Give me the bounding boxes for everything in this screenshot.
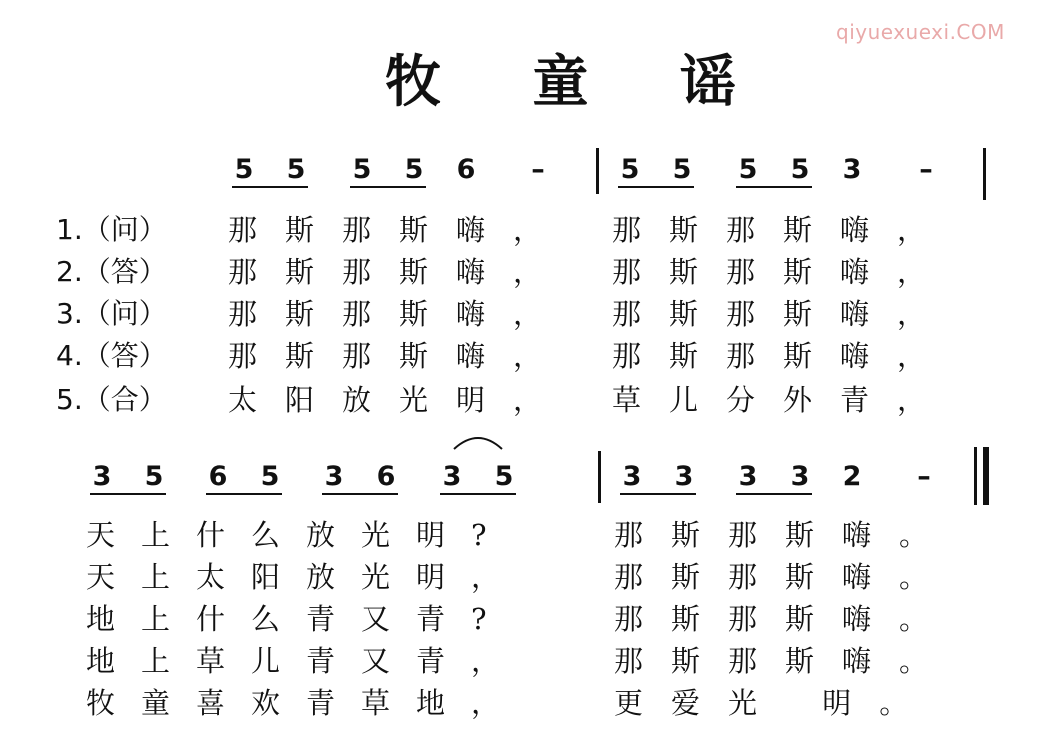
verse-line bbox=[0, 603, 1049, 635]
note: 5 bbox=[352, 154, 372, 185]
note: 6 bbox=[208, 461, 228, 492]
verse-label: 1.（问） bbox=[56, 213, 167, 246]
lyric-left: 那斯那斯嗨， bbox=[228, 339, 571, 373]
lyric-right: 更爱光 明。 bbox=[614, 686, 937, 720]
note: 2 bbox=[842, 461, 862, 492]
bar-line bbox=[598, 451, 601, 503]
note: 5 bbox=[738, 154, 758, 185]
final-bar-thin bbox=[974, 447, 977, 505]
note: 3 bbox=[674, 461, 694, 492]
verse-line bbox=[0, 561, 1049, 593]
note: 5 bbox=[260, 461, 280, 492]
slur-mark bbox=[450, 431, 506, 453]
verse-line bbox=[0, 384, 1049, 416]
note: 6 bbox=[376, 461, 396, 492]
verse-label: 5.（合） bbox=[56, 383, 167, 416]
lyrics-block-a bbox=[0, 214, 1049, 424]
note: 5 bbox=[404, 154, 424, 185]
note: 3 bbox=[622, 461, 642, 492]
underline-beam bbox=[618, 186, 694, 188]
note: 3 bbox=[92, 461, 112, 492]
note: 3 bbox=[324, 461, 344, 492]
lyric-left: 那斯那斯嗨， bbox=[228, 255, 571, 289]
verse-label: 3.（问） bbox=[56, 297, 167, 330]
note: – bbox=[919, 154, 933, 185]
note: 5 bbox=[620, 154, 640, 185]
note: – bbox=[917, 461, 931, 492]
underline-beam bbox=[206, 493, 282, 495]
underline-beam bbox=[90, 493, 166, 495]
note: 3 bbox=[442, 461, 462, 492]
site-watermark: qiyuexuexi.COM bbox=[836, 20, 1005, 44]
underline-beam bbox=[736, 493, 812, 495]
verse-line bbox=[0, 298, 1049, 330]
bar-line bbox=[596, 148, 599, 194]
verse-line bbox=[0, 340, 1049, 372]
note: 3 bbox=[842, 154, 862, 185]
lyrics-block-b bbox=[0, 519, 1049, 729]
verse-line bbox=[0, 214, 1049, 246]
underline-beam bbox=[736, 186, 812, 188]
lyric-left: 那斯那斯嗨， bbox=[228, 297, 571, 331]
verse-label: 4.（答） bbox=[56, 339, 167, 372]
note: – bbox=[531, 154, 545, 185]
note: 3 bbox=[790, 461, 810, 492]
lyric-right: 那斯那斯嗨， bbox=[612, 213, 955, 247]
note: 6 bbox=[456, 154, 476, 185]
lyric-right: 那斯那斯嗨， bbox=[612, 297, 955, 331]
note: 5 bbox=[286, 154, 306, 185]
lyric-left: 地上草儿青又青， bbox=[86, 644, 527, 678]
lyric-right: 草儿分外青， bbox=[612, 383, 955, 417]
note: 3 bbox=[738, 461, 758, 492]
lyric-left: 牧童喜欢青草地， bbox=[86, 686, 527, 720]
bar-line bbox=[983, 148, 986, 200]
final-bar-thick bbox=[983, 447, 989, 505]
verse-label: 2.（答） bbox=[56, 255, 167, 288]
underline-beam bbox=[322, 493, 398, 495]
verse-line bbox=[0, 687, 1049, 719]
note: 5 bbox=[234, 154, 254, 185]
lyric-left: 天上太阳放光明， bbox=[86, 560, 527, 594]
lyric-right: 那斯那斯嗨， bbox=[612, 339, 955, 373]
underline-beam bbox=[620, 493, 696, 495]
lyric-right: 那斯那斯嗨。 bbox=[614, 560, 957, 594]
lyric-left: 天上什么放光明? bbox=[86, 518, 513, 552]
verse-line bbox=[0, 256, 1049, 288]
note: 5 bbox=[144, 461, 164, 492]
lyric-right: 那斯那斯嗨。 bbox=[614, 518, 957, 552]
note: 5 bbox=[672, 154, 692, 185]
underline-beam bbox=[440, 493, 516, 495]
song-title: 牧 童 谣 bbox=[385, 50, 772, 115]
underline-beam bbox=[350, 186, 426, 188]
note: 5 bbox=[494, 461, 514, 492]
verse-line bbox=[0, 645, 1049, 677]
notation-row-2 bbox=[0, 461, 1049, 501]
underline-beam bbox=[232, 186, 308, 188]
lyric-left: 那斯那斯嗨， bbox=[228, 213, 571, 247]
lyric-right: 那斯那斯嗨。 bbox=[614, 602, 957, 636]
verse-line bbox=[0, 519, 1049, 551]
note: 5 bbox=[790, 154, 810, 185]
lyric-right: 那斯那斯嗨。 bbox=[614, 644, 957, 678]
notation-row-1 bbox=[0, 154, 1049, 194]
lyric-right: 那斯那斯嗨， bbox=[612, 255, 955, 289]
lyric-left: 太阳放光明， bbox=[228, 383, 571, 417]
lyric-left: 地上什么青又青? bbox=[86, 602, 513, 636]
